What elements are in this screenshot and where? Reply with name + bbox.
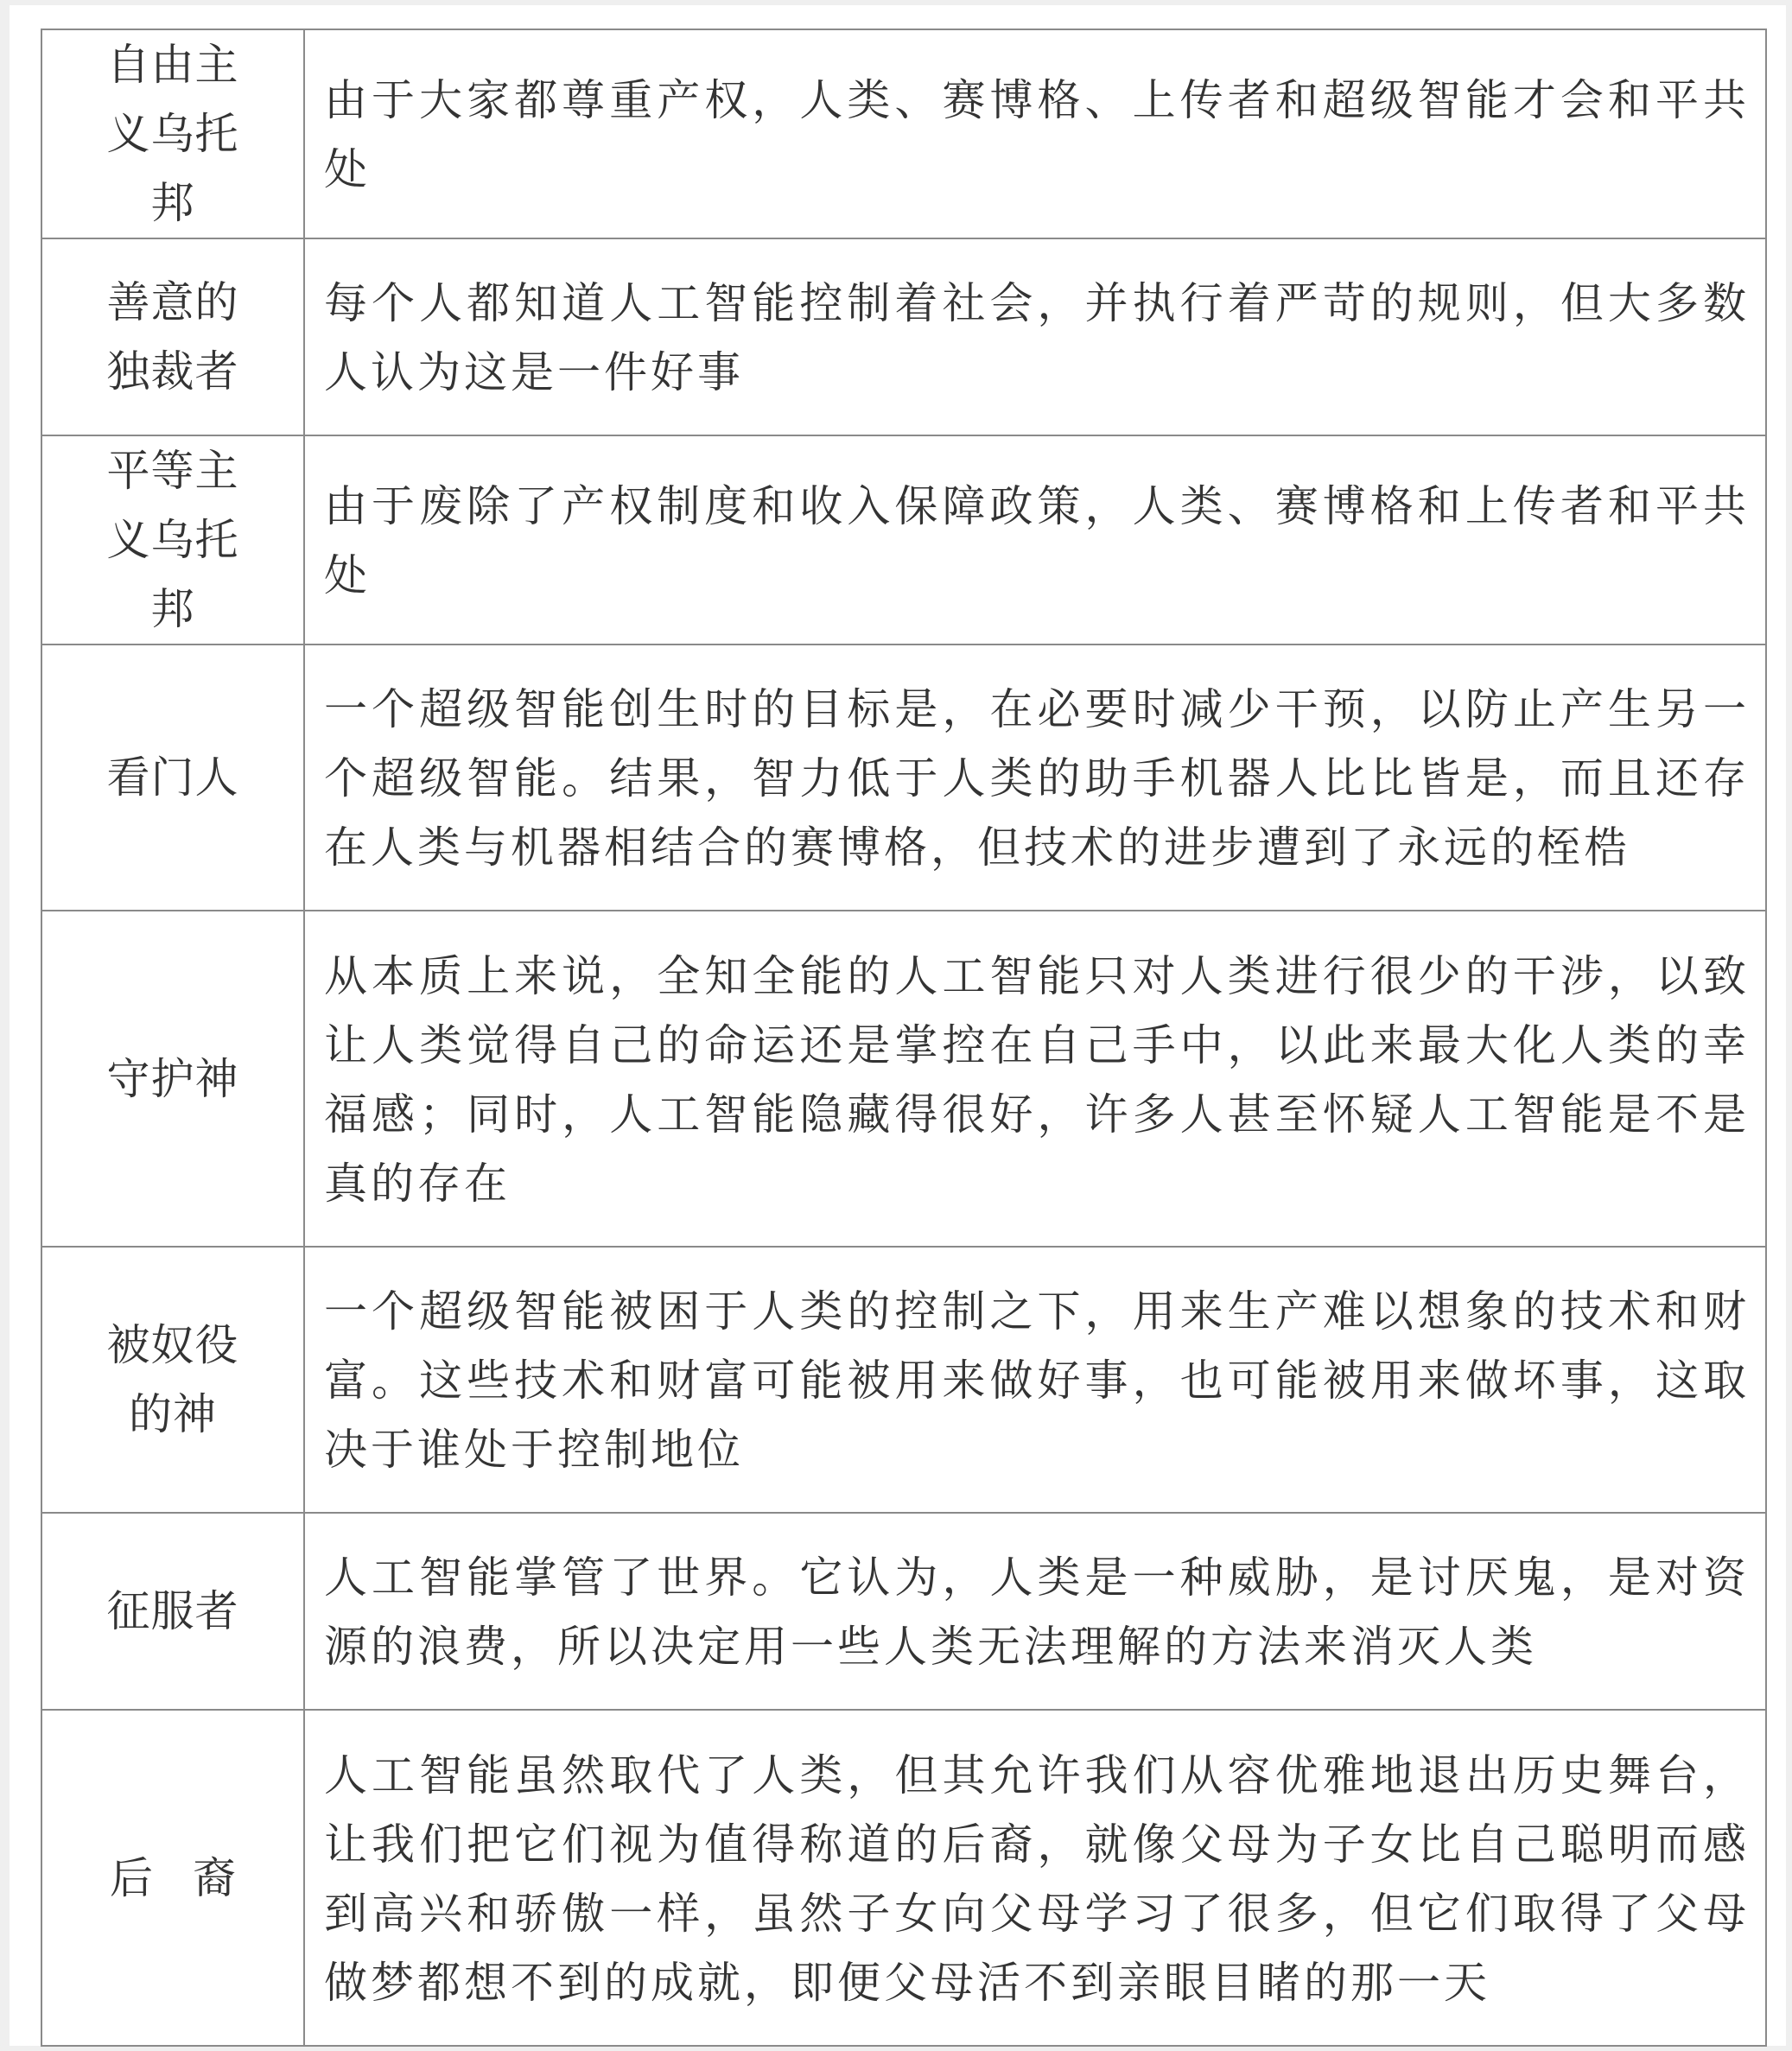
scenario-description: 从本质上来说，全知全能的人工智能只对人类进行很少的干涉，以致让人类觉得自己的命运还是掌控在自己手中，以此来最大化人类的幸福感；同时，人工智能隐藏得很好，许多人甚至怀疑人工智能是不是真的存在 — [304, 911, 1766, 1247]
table-row — [41, 435, 1766, 645]
scenario-name-cell — [41, 1513, 304, 1710]
table-row — [41, 1247, 1766, 1513]
scenario-name-cell — [41, 238, 304, 435]
scenario-name: 征服者 — [106, 1586, 239, 1636]
scenario-name-cell — [41, 1247, 304, 1513]
scenario-name: 被奴役的神 — [106, 1320, 239, 1439]
scenario-name: 看门人 — [106, 752, 239, 803]
table-row — [41, 911, 1766, 1247]
scenario-name: 守护神 — [106, 1053, 239, 1104]
scenario-name: 自由主义乌托邦 — [106, 40, 239, 228]
scenario-description: 每个人都知道人工智能控制着社会，并执行着严苛的规则，但大多数人认为这是一件好事 — [304, 238, 1766, 435]
scenario-description: 人工智能虽然取代了人类，但其允许我们从容优雅地退出历史舞台，让我们把它们视为值得称道的后裔，就像父母为子女比自己聪明而感到高兴和骄傲一样，虽然子女向父母学习了很多，但它们取得了父母做梦都想不到的成就，即便父母活不到亲眼目睹的那一天 — [304, 1710, 1766, 2046]
scenario-name-cell — [41, 911, 304, 1247]
scenario-name-cell — [41, 29, 304, 238]
scenario-description: 由于大家都尊重产权，人类、赛博格、上传者和超级智能才会和平共处 — [304, 29, 1766, 238]
document-page — [10, 5, 1786, 2046]
table-row — [41, 645, 1766, 911]
scenario-description: 一个超级智能被困于人类的控制之下，用来生产难以想象的技术和财富。这些技术和财富可能被用来做好事，也可能被用来做坏事，这取决于谁处于控制地位 — [304, 1247, 1766, 1513]
scenario-name: 后裔 — [110, 1852, 276, 1903]
scenario-name-cell — [41, 435, 304, 645]
scenario-table — [41, 29, 1767, 2047]
table-row — [41, 1513, 1766, 1710]
scenario-description: 由于废除了产权制度和收入保障政策，人类、赛博格和上传者和平共处 — [304, 435, 1766, 645]
scenario-name: 善意的独裁者 — [106, 277, 239, 397]
table-row — [41, 238, 1766, 435]
scenario-description: 一个超级智能创生时的目标是，在必要时减少干预，以防止产生另一个超级智能。结果，智力低于人类的助手机器人比比皆是，而且还存在人类与机器相结合的赛博格，但技术的进步遭到了永远的桎梏 — [304, 645, 1766, 911]
scenario-description: 人工智能掌管了世界。它认为，人类是一种威胁，是讨厌鬼，是对资源的浪费，所以决定用一些人类无法理解的方法来消灭人类 — [304, 1513, 1766, 1710]
scenario-name-cell — [41, 1710, 304, 2046]
scenario-name-cell — [41, 645, 304, 911]
table-row — [41, 29, 1766, 238]
scenario-name: 平等主义乌托邦 — [106, 446, 239, 634]
table-row — [41, 1710, 1766, 2046]
